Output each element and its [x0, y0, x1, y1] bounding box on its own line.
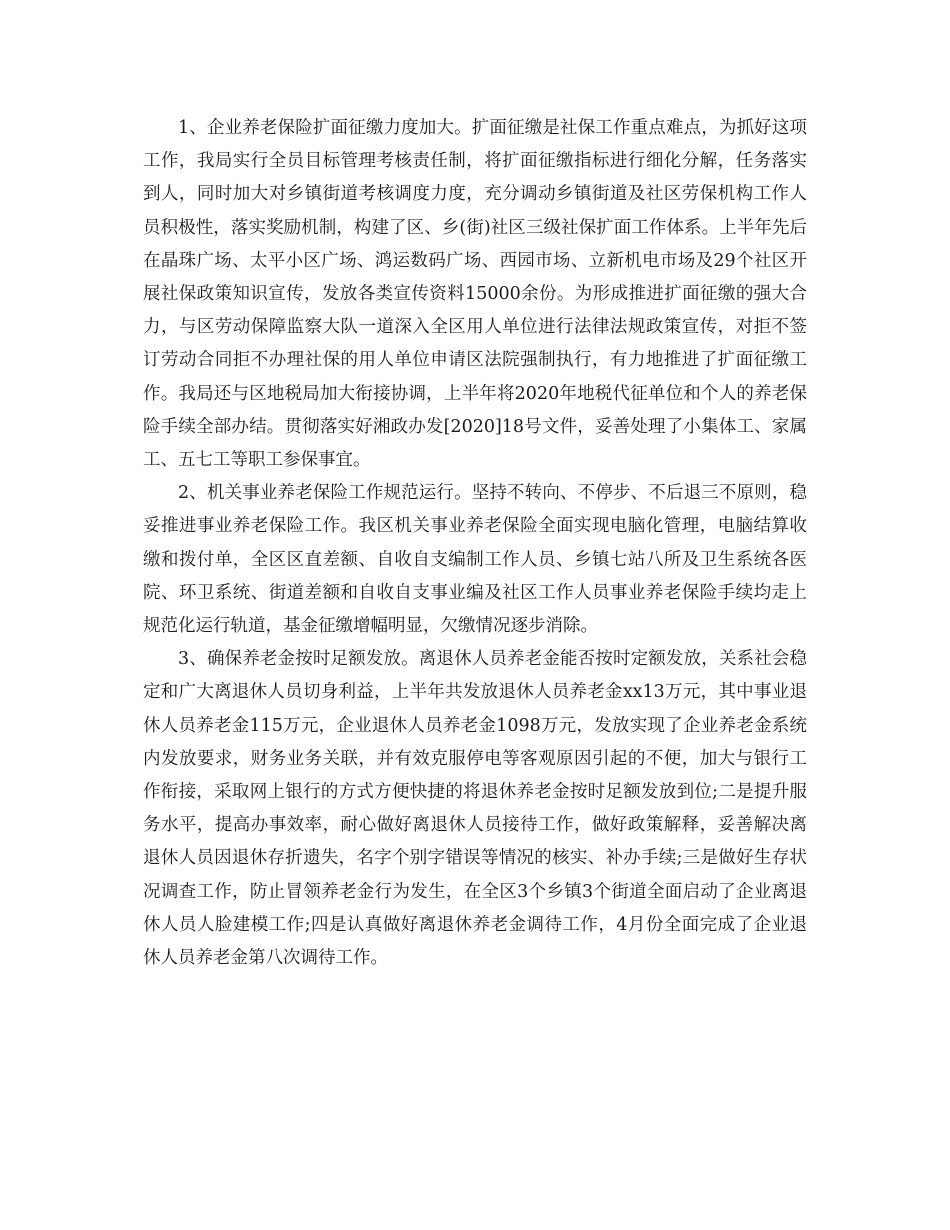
paragraph-institution-pension: 2、机关事业养老保险工作规范运行。坚持不转向、不停步、不后退三不原则，稳妥推进事业养老保险工作。我区机关事业养老保险全面实现电脑化管理，电脑结算收缴和拨付单，全区区直差额、自收自支编制工作人员、乡镇七站八所及卫生系统各医院、环卫系统、街道差额和自收自支事业编及社区工作人员事业养老保险手续均走上规范化运行轨道，基金征缴增幅明显，欠缴情况逐步消除。 [143, 483, 807, 637]
paragraph-enterprise-pension: 1、企业养老保险扩面征缴力度加大。扩面征缴是社保工作重点难点，为抓好这项工作，我局实行全员目标管理考核责任制，将扩面征缴指标进行细化分解，任务落实到人，同时加大对乡镇街道考核调度力度，充分调动乡镇街道及社区劳保机构工作人员积极性，落实奖励机制，构建了区、乡(街)社区三级社保扩面工作体系。上半年先后在晶珠广场、太平小区广场、鸿运数码广场、西园市场、立新机电市场及29个社区开展社保政策知识宣传，发放各类宣传资料15000余份。为形成推进扩面征缴的强大合力，与区劳动保障监察大队一道深入全区用人单位进行法律法规政策宣传，对拒不签订劳动合同拒不办理社保的用人单位申请区法院强制执行，有力地推进了扩面征缴工作。我局还与区地税局加大衔接协调，上半年将2020年地税代征单位和个人的养老保险手续全部办结。贯彻落实好湘政办发[2020]18号文件，妥善处理了小集体工、家属工、五七工等职工参保事宜。 [143, 118, 807, 471]
document-body [143, 112, 807, 975]
paragraph-pension-payment: 3、确保养老金按时足额发放。离退休人员养老金能否按时定额发放，关系社会稳定和广大离退休人员切身利益，上半年共发放退休人员养老金xx13万元，其中事业退休人员养老金115万元，企业退休人员养老金1098万元，发放实现了企业养老金系统内发放要求，财务业务关联，并有效克服停电等客观原因引起的不便，加大与银行工作衔接，采取网上银行的方式方便快捷的将退休养老金按时足额发放到位;二是提升服务水平，提高办事效率，耐心做好离退休人员接待工作，做好政策解释，妥善解决离退休人员因退休存折遗失，名字个别字错误等情况的核实、补办手续;三是做好生存状况调查工作，防止冒领养老金行为发生，在全区3个乡镇3个街道全面启动了企业离退休人员人脸建模工作;四是认真做好离退休养老金调待工作，4月份全面完成了企业退休人员养老金第八次调待工作。 [143, 649, 807, 969]
